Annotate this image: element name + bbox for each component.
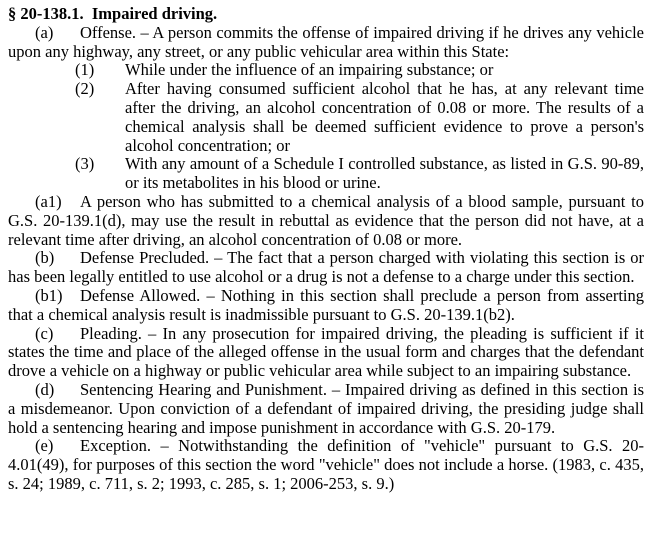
item-2-text: After having consumed sufficient alcohol that he has, at any relevant time after the driving, an alcohol concentration of 0.08 or more. The results of a chemical analysis shall be deemed sufficient evidence to prove a person's alcohol concentration; or — [125, 79, 644, 155]
item-3-label: (3) — [75, 154, 95, 174]
section-b1-label: (b1) — [35, 285, 63, 305]
item-3-text: With any amount of a Schedule I controlled substance, as listed in G.S. 90-89, or its metabolites in his blood or urine. — [125, 154, 644, 193]
statute-section-b — [8, 249, 644, 287]
section-e-label: (e) — [35, 436, 54, 456]
statute-section-a — [8, 24, 644, 62]
statute-section-a1 — [8, 193, 644, 249]
section-a-label: (a) — [35, 22, 54, 42]
statute-section-c — [8, 325, 644, 381]
section-d-text: Sentencing Hearing and Punishment. – Impaired driving as defined in this section is a misdemeanor. Upon conviction of a defendant of impaired driving, the presiding judge shall hold a sentencing hearing and impose punishment in accordance with G.S. 20-179. — [8, 379, 644, 437]
section-c-label: (c) — [35, 323, 54, 343]
statute-item-2 — [8, 80, 644, 155]
statute-item-3 — [8, 155, 644, 193]
statute-section-d — [8, 381, 644, 437]
item-2-label: (2) — [75, 79, 95, 99]
section-e-text: Exception. – Notwithstanding the definition of "vehicle" pursuant to G.S. 20-4.01(49), for purposes of this section the word "vehicle" does not include a horse. (1983, c. 435, s. 24; 1989, c. 711, s. 2; 1993, c. 285, s. 1; 2006-253, s. 9.) — [8, 436, 644, 493]
statute-section-e — [8, 437, 644, 493]
section-a1-label: (a1) — [35, 191, 62, 211]
section-d-label: (d) — [35, 379, 55, 399]
statute-item-1 — [8, 61, 644, 80]
section-b-label: (b) — [35, 248, 55, 268]
item-1-label: (1) — [75, 60, 95, 80]
item-1-text: While under the influence of an impairing substance; or — [125, 60, 494, 80]
section-a1-text: A person who has submitted to a chemical analysis of a blood sample, pursuant to G.S. 20-139.1(d), may use the result in rebuttal as evidence that the person did not have, at a relevant time after driving, an alcohol concentration of 0.08 or more. — [8, 191, 644, 249]
section-b1-text: Defense Allowed. – Nothing in this section shall preclude a person from asserting that a chemical analysis result is inadmissible pursuant to G.S. 20-139.1(b2). — [8, 285, 644, 324]
statute-section-b1 — [8, 287, 644, 325]
section-a-text: Offense. – A person commits the offense of impaired driving if he drives any vehicle upon any highway, any street, or any public vehicular area within this State: — [8, 22, 644, 61]
statute-title: § 20-138.1. Impaired driving. — [8, 4, 218, 23]
section-c-text: Pleading. – In any prosecution for impaired driving, the pleading is sufficient if it states the time and place of the alleged offense in the usual form and charges that the defendant drove a vehicle on a highway or public vehicular area while subject to an impairing substance. — [8, 323, 644, 381]
section-b-text: Defense Precluded. – The fact that a person charged with violating this section is or has been legally entitled to use alcohol or a drug is not a defense to a charge under this section. — [8, 248, 644, 287]
